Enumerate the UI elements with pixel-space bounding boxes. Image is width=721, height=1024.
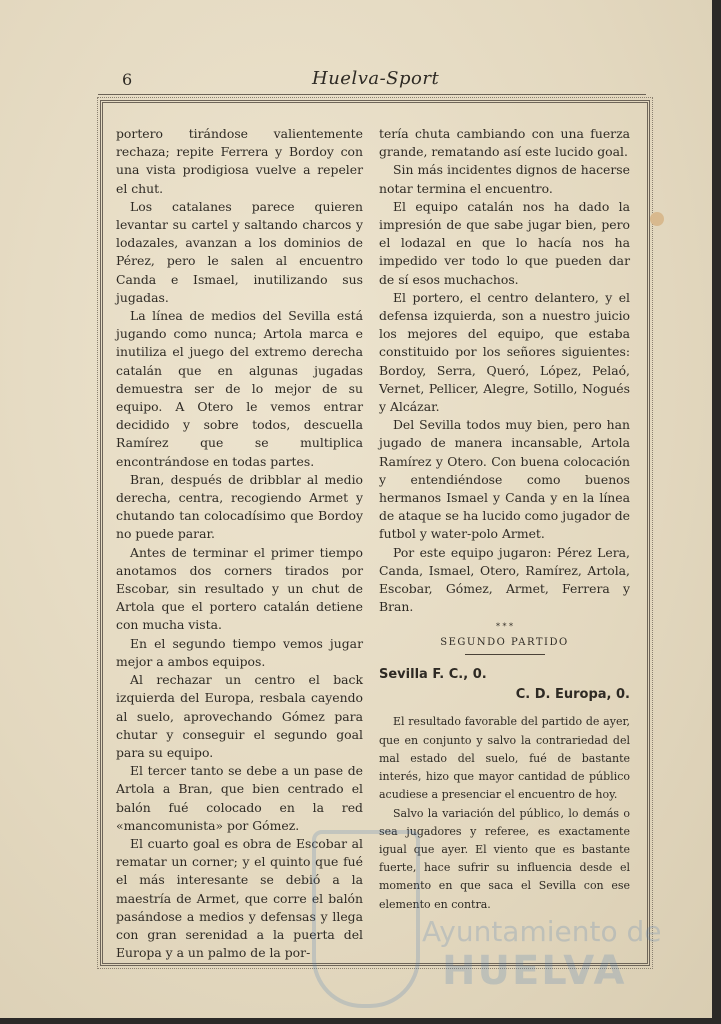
scan-edge (712, 0, 721, 1024)
publication-title: Huelva-Sport (312, 68, 440, 89)
paragraph: portero tirándose valientemente rechaza; repite Ferrera y Bordoy con una vista prodigiosa vuelve a repeler el chut. (116, 126, 363, 196)
coat-of-arms-icon (312, 830, 420, 1008)
paragraph: tería chuta cambiando con una fuerza grande, rematando así este lucido goal. (379, 126, 630, 160)
paragraph: Por este equipo jugaron: Pérez Lera, Canda, Ismael, Otero, Ramírez, Artola, Escobar, Gómez, Armet, Ferrera y Bran. (379, 544, 630, 615)
paragraph: El resultado favorable del partido de ayer, que en conjunto y salvo la contrariedad del mal estado del suelo, fué de bastante interés, hizo que mayor cantidad de público acudiese a presenciar el encuentro de hoy. (379, 715, 630, 802)
page-number: 6 (122, 70, 133, 89)
paragraph: En el segundo tiempo vemos jugar mejor a ambos equipos. (116, 635, 363, 669)
paragraph: Bran, después de dribblar al medio derecha, centra, recogiendo Armet y chutando tan colocadísimo que Bordoy no puede parar. (116, 471, 363, 542)
paragraph: Salvo la variación del público, lo demás o sea jugadores y referee, es exactamente igual que ayer. El viento que es bastante fuerte, hace sufrir su influencia desde el momento en que saca el Sevilla con ese elemento en contra. (379, 806, 630, 911)
team-away-score: C. D. Europa, 0. (515, 687, 630, 703)
paper-stain (650, 212, 664, 226)
section-stars: * * * (495, 622, 514, 632)
team-home-score: Sevilla F. C., 0. (379, 667, 487, 683)
paragraph: Sin más incidentes dignos de hacerse notar termina el encuentro. (379, 162, 630, 196)
paragraph: Al rechazar un centro el back izquierda del Europa, resbala cayendo al suelo, aprovechando Gómez para chutar y conseguir el segundo goal para su equipo. (116, 672, 363, 760)
section-rule (465, 654, 545, 655)
paragraph: Del Sevilla todos muy bien, pero han jugado de manera incansable, Artola Ramírez y Otero. Con buena colocación y entendiéndose como buenos hermanos Ismael y Canda y en la línea de ataque se ha lucido como jugador de futbol y water-polo Armet. (379, 417, 630, 542)
paragraph: Antes de terminar el primer tiempo anotamos dos corners tirados por Escobar, sin resultado y un chut de Artola que el portero catalán detiene con mucha vista. (116, 544, 363, 633)
paragraph: La línea de medios del Sevilla está jugando como nunca; Artola marca e inutiliza el juego del extremo derecha catalán que en algunas jugadas demuestra ser de lo mejor de su equipo. A Otero le vemos entrar decidido y sobre todos, descuella Ramírez que se multiplica encontrándose en todas partes. (116, 308, 363, 469)
paragraph: El equipo catalán nos ha dado la impresión de que sabe jugar bien, pero el lodazal en que lo hacía nos ha impedido ver todo lo que pueden dar de sí esos muchachos. (379, 198, 630, 287)
header-rule (98, 94, 646, 95)
paragraph: El cuarto goal es obra de Escobar al rematar un corner; y el quinto que fué el más interesante se debió a la maestría de Armet, que corre el balón pasándose a medios y defensas y llega con gran serenidad a la puerta del Europa y a un palmo de la por- (116, 835, 363, 961)
watermark-line1: Ayuntamiento de (422, 915, 662, 948)
right-column (379, 125, 630, 914)
paragraph: El tercer tanto se debe a un pase de Artola a Bran, que bien centrado el balón fué colocado en la red «mancomunista» por Gómez. (116, 763, 363, 833)
section-title: SEGUNDO PARTIDO (440, 637, 569, 649)
scan-edge-bottom (0, 1018, 721, 1024)
paragraph: El portero, el centro delantero, y el defensa izquierda, son a nuestro juicio los mejores del equipo, que estaba constituido por los señores siguientes: Bordoy, Serra, Queró, López, Pelaó, Vernet, Pellicer, Alegre, Sotillo, Nogués y Alcázar. (379, 289, 630, 415)
watermark-line2: HUELVA (442, 948, 627, 994)
paragraph: Los catalanes parece quieren levantar su cartel y saltando charcos y lodazales, avanzan a los dominios de Pérez, pero le salen al encuentro Canda e Ismael, inutilizando sus jugadas. (116, 198, 363, 305)
archive-watermark (312, 820, 662, 1020)
